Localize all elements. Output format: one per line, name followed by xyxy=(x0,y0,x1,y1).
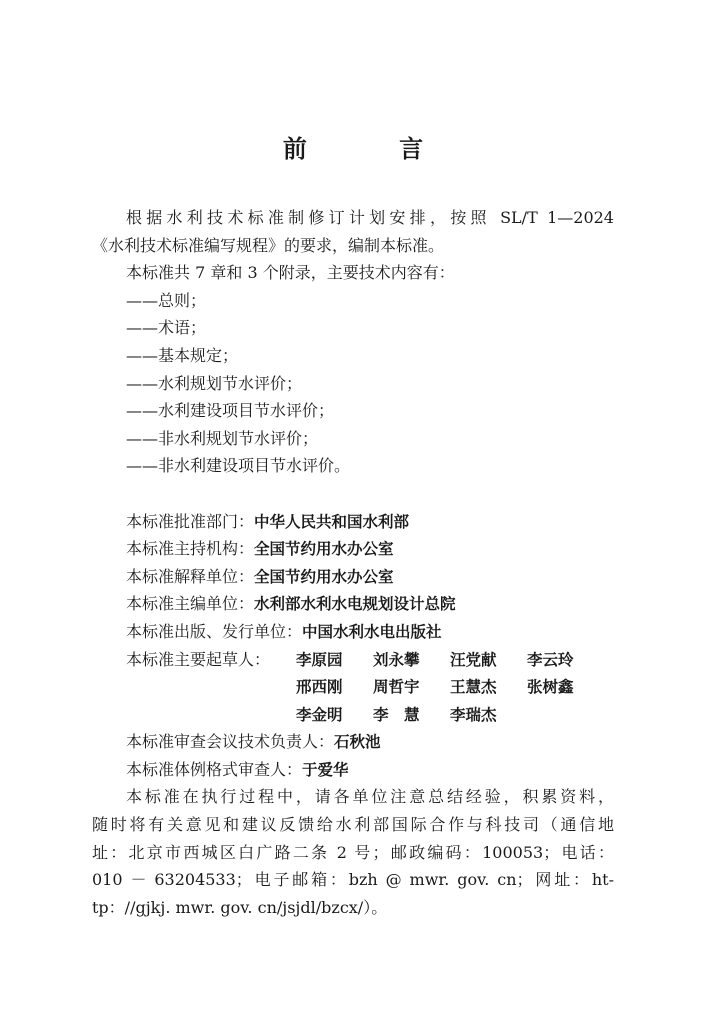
info-value: 水利部水利水电规划设计总院 xyxy=(254,595,456,614)
host-organization xyxy=(92,535,614,563)
chief-editor-unit xyxy=(92,590,614,618)
feedback-line: 址：北京市西城区白广路二条 2 号；邮政编码：100053；电话： xyxy=(92,842,614,862)
drafter-name: 邢西刚 xyxy=(296,678,343,697)
feedback-paragraph xyxy=(92,783,614,921)
intro-line-1: 根据水利技术标准制修订计划安排，按照 SL/T 1—2024 xyxy=(126,208,614,227)
info-value: 石秋池 xyxy=(334,733,381,752)
contents-list xyxy=(92,287,614,480)
contents-item: ——水利建设项目节水评价； xyxy=(126,401,335,421)
info-label: 本标准审查会议技术负责人： xyxy=(126,732,335,752)
info-list xyxy=(92,508,614,646)
intro-line-3: 本标准共 7 章和 3 个附录，主要技术内容有： xyxy=(126,263,455,283)
info-label: 本标准主持机构： xyxy=(126,539,255,559)
preface-body xyxy=(92,204,614,921)
format-reviewer xyxy=(92,756,614,784)
approval-department xyxy=(92,508,614,536)
contents-item: ——基本规定； xyxy=(126,345,239,365)
info-label: 本标准解释单位： xyxy=(126,566,255,586)
drafter-name: 王慧杰 xyxy=(450,678,497,697)
drafters-row xyxy=(92,646,614,674)
contents-item: ——术语； xyxy=(126,318,207,338)
info-label: 本标准体例格式审查人： xyxy=(126,759,303,779)
review-technical-lead xyxy=(92,728,614,756)
info-value: 中华人民共和国水利部 xyxy=(254,512,410,531)
drafters-row xyxy=(92,701,614,729)
interpretation-unit xyxy=(92,563,614,591)
feedback-line: 本标准在执行过程中，请各单位注意总结经验，积累资料， xyxy=(126,787,614,807)
drafters-row xyxy=(92,673,614,701)
feedback-line: tp：//gjkj. mwr. gov. cn/jsjdl/bzcx/）。 xyxy=(92,897,388,917)
contents-item: ——水利规划节水评价； xyxy=(126,373,303,393)
page-title: 前 言 xyxy=(282,135,466,163)
info-value: 全国节约用水办公室 xyxy=(254,540,394,559)
main-drafters xyxy=(92,646,614,729)
drafter-name: 李瑞杰 xyxy=(450,705,497,724)
info-value: 于爱华 xyxy=(302,760,349,779)
drafter-name: 李云玲 xyxy=(527,650,574,669)
contents-item: ——非水利规划节水评价； xyxy=(126,428,319,448)
drafters-label: 本标准主要起草人： xyxy=(126,649,271,669)
info-value: 中国水利水电出版社 xyxy=(302,622,442,641)
drafter-name: 李金明 xyxy=(296,705,343,724)
drafter-name: 李原园 xyxy=(296,650,343,669)
info-value: 全国节约用水办公室 xyxy=(254,567,394,586)
intro-line-2: 《水利技术标准编写规程》的要求，编制本标准。 xyxy=(92,235,445,255)
info-label: 本标准出版、发行单位： xyxy=(126,621,303,641)
drafter-name: 刘永攀 xyxy=(373,650,420,669)
drafter-name: 周哲宇 xyxy=(373,678,420,697)
contents-item: ——非水利建设项目节水评价。 xyxy=(126,456,351,476)
drafter-name: 李 慧 xyxy=(373,705,420,724)
drafter-name: 张树鑫 xyxy=(527,678,574,697)
info-label: 本标准批准部门： xyxy=(126,511,255,531)
drafter-name: 汪党献 xyxy=(450,650,497,669)
spacer xyxy=(92,480,614,508)
info-label: 本标准主编单位： xyxy=(126,594,255,614)
feedback-line: 随时将有关意见和建议反馈给水利部国际合作与科技司（通信地 xyxy=(92,815,614,835)
publisher xyxy=(92,618,614,646)
contents-item: ——总则； xyxy=(126,290,207,310)
feedback-line: 010 － 63204533；电子邮箱：bzh @ mwr. gov. cn；网址：ht- xyxy=(92,870,614,890)
